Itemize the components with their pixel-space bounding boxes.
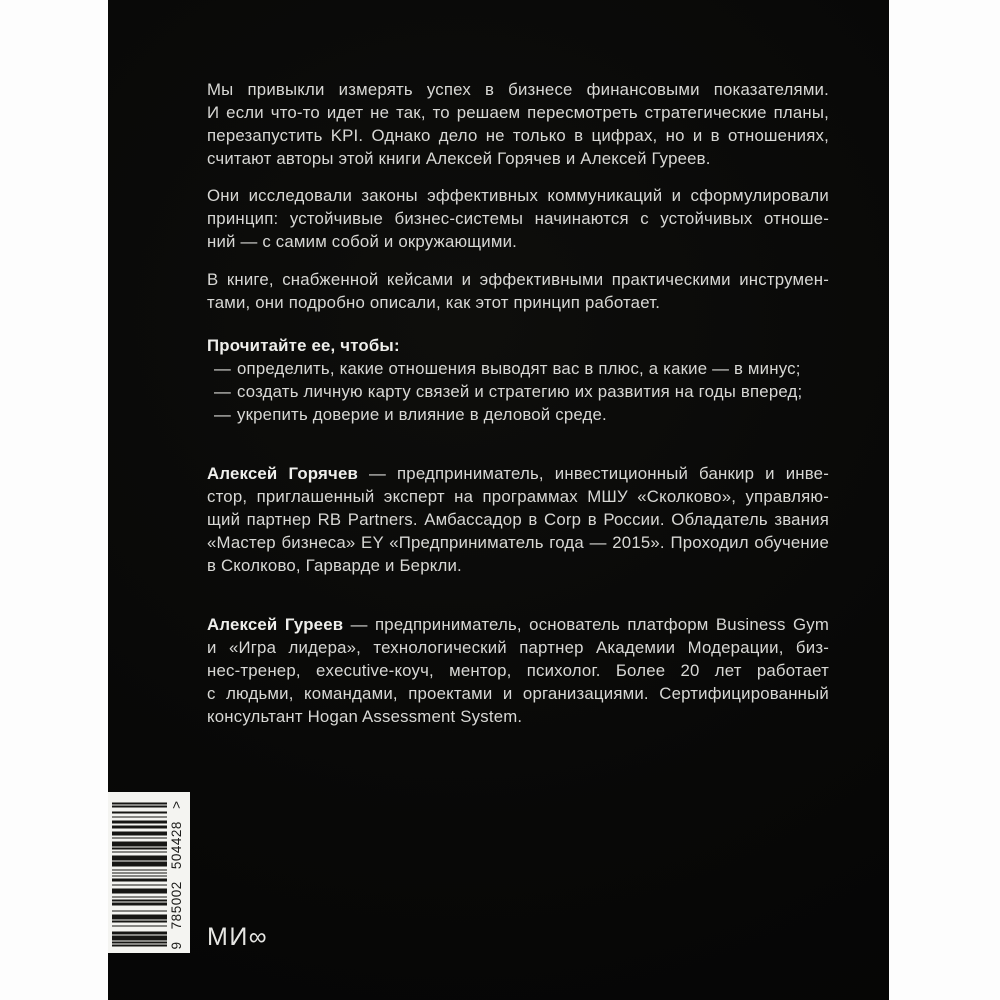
text-line: В книге, снабженной кейсами и эффективными практическими инструмен- <box>207 270 829 289</box>
text-line: тами, они подробно описали, как этот принцип работает. <box>207 293 661 312</box>
text-line: ний — с самим собой и окружающими. <box>207 232 518 251</box>
principle-paragraph <box>207 184 829 253</box>
text-line: И если что-то идет не так, то решаем пересмотреть стратегические планы, <box>207 103 829 122</box>
text-line: считают авторы этой книги Алексей Горячев и Алексей Гуреев. <box>207 149 711 168</box>
text-line: «Мастер бизнеса» EY «Предприниматель года — 2015». Проходил обучение <box>207 533 829 552</box>
barcode-bars <box>112 802 167 946</box>
text-line: стор, приглашенный эксперт на программах МШУ «Сколково», управляю- <box>207 487 829 506</box>
bullet-dash-icon: — <box>214 405 231 424</box>
text-line: — определить, какие отношения выводят вас в плюс, а какие — в минус; <box>207 357 829 380</box>
barcode-bar <box>112 888 167 893</box>
barcode-bar <box>112 831 167 836</box>
barcode-digit-group: 504428 <box>169 820 184 869</box>
text-line: нес-тренер, executive-коуч, ментор, психолог. Более 20 лет работает <box>207 661 829 680</box>
text-line: принцип: устойчивые бизнес-системы начинаются с устойчивых отноше- <box>207 209 829 228</box>
barcode-digit-group: 9 <box>169 940 184 949</box>
text-line: Мы привыкли измерять успех в бизнесе финансовыми показателями. <box>207 80 829 99</box>
benefits-bullet-list <box>207 357 829 426</box>
text-line: Они исследовали законы эффективных коммуникаций и сформулировали <box>207 186 829 205</box>
text-line: перезапустить KPI. Однако дело не только в цифрах, но и в отношениях, <box>207 126 829 145</box>
barcode-bar <box>112 935 167 940</box>
book-back-cover <box>108 0 889 1000</box>
isbn-barcode <box>108 792 190 953</box>
text-line: в Сколково, Гарварде и Беркли. <box>207 556 462 575</box>
barcode-bar <box>112 841 167 846</box>
barcode-bar <box>112 861 167 866</box>
text-line: Прочитайте ее, чтобы: <box>207 336 400 355</box>
intro-paragraph <box>207 78 829 170</box>
read-it-heading <box>207 334 829 357</box>
author-bio-gureev <box>207 613 829 728</box>
barcode-space <box>112 905 167 910</box>
barcode-space <box>112 807 167 812</box>
text-line: Алексей Горячев — предприниматель, инвестиционный банкир и инве- <box>207 464 829 483</box>
text-line: с людьми, командами, проектами и организациями. Сертифицированный <box>207 684 829 703</box>
book-description-paragraph <box>207 268 829 314</box>
text-line: щий партнер RB Partners. Амбассадор в Corp в России. Обладатель звания <box>207 510 829 529</box>
text-line: — создать личную карту связей и стратегию их развития на годы вперед; <box>207 380 829 403</box>
isbn-barcode-rotated <box>108 792 190 953</box>
author-bio-goryachev <box>207 462 829 577</box>
text-line: консультант Hogan Assessment System. <box>207 707 523 726</box>
barcode-digit-group: 785002 <box>169 880 184 929</box>
barcode-bar <box>112 855 167 860</box>
bullet-dash-icon: — <box>214 382 231 401</box>
mif-publisher-logo: МИ∞ <box>207 923 269 951</box>
barcode-bar <box>112 914 167 919</box>
barcode-space <box>112 926 167 931</box>
text-line: — укрепить доверие и влияние в деловой среде. <box>207 403 829 426</box>
barcode-digits <box>169 800 184 949</box>
bullet-dash-icon: — <box>214 359 231 378</box>
barcode-digit-group: > <box>169 800 184 809</box>
barcode-bar <box>112 802 167 804</box>
text-line: и «Игра лидера», технологический партнер Академии Модерации, биз- <box>207 638 829 657</box>
text-line: Алексей Гуреев — предприниматель, основатель платформ Business Gym <box>207 615 829 634</box>
